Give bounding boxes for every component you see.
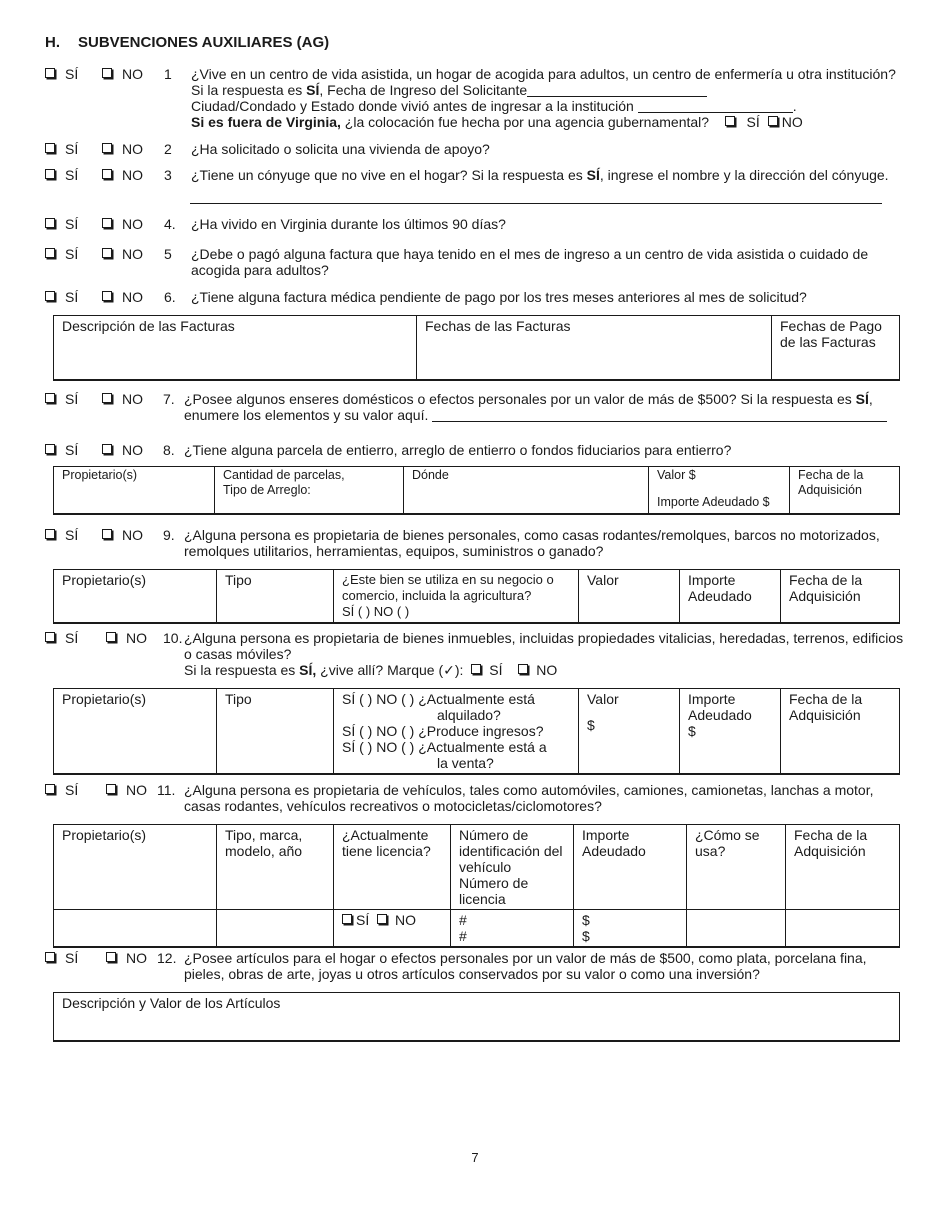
checkbox-icon[interactable] xyxy=(102,291,112,301)
question-12 xyxy=(45,950,910,982)
veh-acquired-header: Fecha de la Adquisición xyxy=(786,825,900,910)
checkbox-icon[interactable] xyxy=(45,393,55,403)
q4-no-option[interactable]: NO xyxy=(102,216,143,232)
checkbox-icon[interactable] xyxy=(45,218,55,228)
q10-yes-option[interactable]: SÍ xyxy=(45,630,78,646)
question-9 xyxy=(45,527,910,559)
burial-plots-cell[interactable]: Cantidad de parcelas, Tipo de Arreglo: xyxy=(215,467,404,515)
pp-acquired-cell[interactable]: Fecha de la Adquisición xyxy=(781,570,900,624)
checkbox-icon[interactable] xyxy=(106,784,116,794)
veh-license-cell[interactable]: SÍ NO xyxy=(334,910,451,948)
valuables-description-cell[interactable]: Descripción y Valor de los Artículos xyxy=(54,993,900,1042)
checkbox-icon[interactable] xyxy=(45,291,55,301)
bill-description-cell[interactable]: Descripción de las Facturas xyxy=(54,316,417,381)
vehicles-table xyxy=(53,824,900,948)
q5-number: 5 xyxy=(164,246,172,262)
personal-property-table xyxy=(53,569,900,624)
q2-text: ¿Ha solicitado o solicita una vivienda de apoyo? xyxy=(191,141,490,157)
veh-id-header: Número de identificación del vehículo Número de licencia xyxy=(451,825,574,910)
q1-yes-option[interactable]: SÍ xyxy=(45,66,78,82)
q11-yes-option[interactable]: SÍ xyxy=(45,782,78,798)
checkbox-icon[interactable] xyxy=(102,218,112,228)
burial-owner-cell[interactable]: Propietario(s) xyxy=(54,467,215,515)
q8-yes-option[interactable]: SÍ xyxy=(45,442,78,458)
q9-no-option[interactable]: NO xyxy=(102,527,143,543)
veh-owed-header: Importe Adeudado xyxy=(574,825,687,910)
q4-yes-option[interactable]: SÍ xyxy=(45,216,78,232)
checkbox-icon[interactable] xyxy=(768,116,778,126)
checkbox-icon[interactable] xyxy=(45,248,55,258)
q1-no-option[interactable]: NO xyxy=(102,66,143,82)
q11-number: 11. xyxy=(157,782,176,798)
pp-type-cell[interactable]: Tipo xyxy=(217,570,334,624)
q9-number: 9. xyxy=(163,527,175,543)
q11-text: ¿Alguna persona es propietaria de vehículos, tales como automóviles, camiones, camionetas, lanchas a motor, casas rodantes, vehículos recreativos o motocicletas/ciclomotores? xyxy=(184,782,874,814)
checkbox-icon[interactable] xyxy=(471,664,481,674)
valuables-table xyxy=(53,992,900,1042)
checkbox-icon[interactable] xyxy=(102,393,112,403)
checkbox-icon[interactable] xyxy=(45,444,55,454)
q10-text: ¿Alguna persona es propietaria de bienes inmuebles, incluidas propiedades vitalicias, heredadas, terrenos, edificios o casas móviles? Si la respuesta es SÍ, ¿vive allí? Marque (✓): SÍ NO xyxy=(184,630,904,678)
prior-residence-field[interactable] xyxy=(638,99,793,113)
veh-acquired-cell[interactable] xyxy=(786,910,900,948)
rp-acquired-cell[interactable]: Fecha de la Adquisición xyxy=(781,689,900,775)
q3-number: 3 xyxy=(164,167,172,183)
bill-dates-cell[interactable]: Fechas de las Facturas xyxy=(417,316,772,381)
page-number: 7 xyxy=(471,1150,479,1165)
checkbox-icon[interactable] xyxy=(518,664,528,674)
question-5 xyxy=(45,246,910,278)
rp-owner-cell[interactable]: Propietario(s) xyxy=(54,689,217,775)
checkbox-icon[interactable] xyxy=(45,632,55,642)
q9-text: ¿Alguna persona es propietaria de bienes personales, como casas rodantes/remolques, barcos no motorizados, remolques utilitarios, herramientas, equipos, suministros o ganado? xyxy=(184,527,880,559)
q3-yes-option[interactable]: SÍ xyxy=(45,167,78,183)
q8-number: 8. xyxy=(163,442,175,458)
question-11 xyxy=(45,782,910,814)
q3-text: ¿Tiene un cónyuge que no vive en el hogar? Si la respuesta es SÍ, ingrese el nombre y la dirección del cónyuge. xyxy=(191,167,889,183)
q7-no-option[interactable]: NO xyxy=(102,391,143,407)
q7-number: 7. xyxy=(163,391,175,407)
rp-status-cell[interactable]: SÍ ( ) NO ( ) ¿Actualmente está alquilado? SÍ ( ) NO ( ) ¿Produce ingresos? SÍ ( ) NO ( ) ¿Actualmente está a la venta? xyxy=(334,689,579,775)
q2-yes-option[interactable]: SÍ xyxy=(45,141,78,157)
q12-yes-option[interactable]: SÍ xyxy=(45,950,78,966)
q6-yes-option[interactable]: SÍ xyxy=(45,289,78,305)
checkbox-icon[interactable] xyxy=(102,143,112,153)
q12-text: ¿Posee artículos para el hogar o efectos personales por un valor de más de $500, como plata, porcelana fina, pieles, obras de arte, joyas u otros artículos conservados por su valor o como una inversión? xyxy=(184,950,867,982)
medical-bills-table xyxy=(53,315,900,381)
q12-no-option[interactable]: NO xyxy=(106,950,147,966)
pp-value-cell[interactable]: Valor xyxy=(579,570,680,624)
q10-no-option[interactable]: NO xyxy=(106,630,147,646)
question-7 xyxy=(45,391,910,423)
q1-text: ¿Vive en un centro de vida asistida, un hogar de acogida para adultos, un centro de enfermería u otra institución? Si la respuesta es SÍ, Fecha de Ingreso del Solicitante Ciudad/Condado y Estado donde vivió antes de ingresar a la institución . Si es fuera de Virginia, ¿la colocación fue hecha por una agencia gubernamental? SÍ NO xyxy=(191,66,896,130)
checkbox-icon[interactable] xyxy=(45,529,55,539)
q10-number: 10. xyxy=(163,630,183,646)
veh-owner-header: Propietario(s) xyxy=(54,825,217,910)
checkbox-icon[interactable] xyxy=(342,914,352,924)
q4-text: ¿Ha vivido en Virginia durante los últimos 90 días? xyxy=(191,216,506,232)
veh-owner-cell[interactable] xyxy=(54,910,217,948)
q11-no-option[interactable]: NO xyxy=(106,782,147,798)
q6-number: 6. xyxy=(164,289,176,305)
checkbox-icon[interactable] xyxy=(45,784,55,794)
section-letter: H. xyxy=(45,34,60,51)
burial-location-cell[interactable]: Dónde xyxy=(404,467,649,515)
checkbox-icon[interactable] xyxy=(45,68,55,78)
checkbox-icon[interactable] xyxy=(725,116,735,126)
q2-no-option[interactable]: NO xyxy=(102,141,143,157)
checkbox-icon[interactable] xyxy=(102,68,112,78)
rp-owed-cell[interactable]: Importe Adeudado $ xyxy=(680,689,781,775)
admission-date-field[interactable] xyxy=(527,83,707,97)
q5-yes-option[interactable]: SÍ xyxy=(45,246,78,262)
payment-dates-cell[interactable]: Fechas de Pago de las Facturas xyxy=(772,316,900,381)
checkbox-icon[interactable] xyxy=(45,169,55,179)
question-10 xyxy=(45,630,905,678)
q7-yes-option[interactable]: SÍ xyxy=(45,391,78,407)
checkbox-icon[interactable] xyxy=(102,444,112,454)
q3-no-option[interactable]: NO xyxy=(102,167,143,183)
q5-no-option[interactable]: NO xyxy=(102,246,143,262)
q1-number: 1 xyxy=(164,66,172,82)
question-8 xyxy=(45,442,910,458)
pp-owner-cell[interactable]: Propietario(s) xyxy=(54,570,217,624)
spouse-info-line[interactable] xyxy=(190,203,882,204)
checkbox-icon[interactable] xyxy=(106,952,116,962)
q12-number: 12. xyxy=(157,950,177,966)
burial-acquired-cell[interactable]: Fecha de la Adquisición xyxy=(790,467,900,515)
items-value-field[interactable] xyxy=(432,408,887,422)
checkbox-icon[interactable] xyxy=(106,632,116,642)
checkbox-icon[interactable] xyxy=(377,914,387,924)
rp-value-cell[interactable]: Valor $ xyxy=(579,689,680,775)
q8-no-option[interactable]: NO xyxy=(102,442,143,458)
q4-number: 4. xyxy=(164,216,176,232)
q8-text: ¿Tiene alguna parcela de entierro, arreglo de entierro o fondos fiduciarios para entierro? xyxy=(184,442,732,458)
section-title xyxy=(45,35,329,51)
checkbox-icon[interactable] xyxy=(102,248,112,258)
q2-number: 2 xyxy=(164,141,172,157)
q9-yes-option[interactable]: SÍ xyxy=(45,527,78,543)
veh-use-cell[interactable] xyxy=(687,910,786,948)
checkbox-icon[interactable] xyxy=(102,529,112,539)
section-name: SUBVENCIONES AUXILIARES (AG) xyxy=(78,34,330,51)
veh-owed-cell[interactable]: $ $ xyxy=(574,910,687,948)
question-4 xyxy=(45,216,910,232)
question-6 xyxy=(45,289,910,305)
q7-text: ¿Posee algunos enseres domésticos o efectos personales por un valor de más de $500? Si la respuesta es SÍ, enumere los elementos y su valor aquí. xyxy=(184,391,910,423)
burial-value-cell[interactable]: Valor $ Importe Adeudado $ xyxy=(649,467,790,515)
veh-use-header: ¿Cómo se usa? xyxy=(687,825,786,910)
question-1 xyxy=(45,66,910,130)
q6-text: ¿Tiene alguna factura médica pendiente de pago por los tres meses anteriores al mes de solicitud? xyxy=(191,289,807,305)
checkbox-icon[interactable] xyxy=(45,143,55,153)
checkbox-icon[interactable] xyxy=(45,952,55,962)
question-2 xyxy=(45,141,910,157)
question-3 xyxy=(45,167,910,183)
checkbox-icon[interactable] xyxy=(102,169,112,179)
pp-owed-cell[interactable]: Importe Adeudado xyxy=(680,570,781,624)
veh-license-header: ¿Actualmente tiene licencia? xyxy=(334,825,451,910)
veh-type-cell[interactable] xyxy=(217,910,334,948)
q5-text: ¿Debe o pagó alguna factura que haya tenido en el mes de ingreso a un centro de vida asistida o cuidado de acogida para adultos? xyxy=(191,246,869,278)
q6-no-option[interactable]: NO xyxy=(102,289,143,305)
burial-table xyxy=(53,466,900,515)
pp-business-use-cell[interactable]: ¿Este bien se utiliza en su negocio o comercio, incluida la agricultura? SÍ ( ) NO ( ) xyxy=(334,570,579,624)
veh-type-header: Tipo, marca, modelo, año xyxy=(217,825,334,910)
rp-type-cell[interactable]: Tipo xyxy=(217,689,334,775)
real-property-table xyxy=(53,688,900,775)
veh-id-cell[interactable]: # # xyxy=(451,910,574,948)
